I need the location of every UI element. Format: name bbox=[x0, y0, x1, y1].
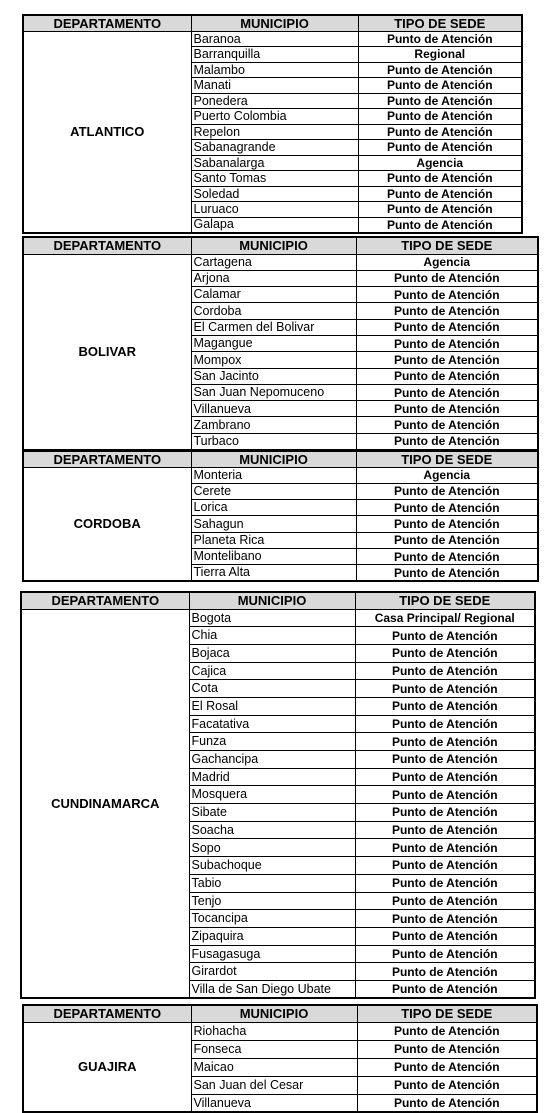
tipo-de-sede-cell: Casa Principal/ Regional bbox=[355, 609, 535, 627]
header-tipo-de-sede: TIPO DE SEDE bbox=[355, 592, 535, 609]
municipio-cell: El Carmen del Bolivar bbox=[191, 319, 356, 335]
tipo-de-sede-cell: Punto de Atención bbox=[355, 839, 535, 857]
municipio-cell: Santo Tomas bbox=[191, 171, 358, 187]
header-tipo-de-sede: TIPO DE SEDE bbox=[357, 1005, 537, 1022]
departamento-cell: CUNDINAMARCA bbox=[21, 609, 189, 998]
municipio-cell: Barranquilla bbox=[191, 47, 358, 63]
table-row bbox=[23, 467, 538, 483]
municipio-cell: Villa de San Diego Ubate bbox=[189, 980, 355, 998]
tipo-de-sede-cell: Punto de Atención bbox=[356, 319, 538, 335]
municipio-cell: Arjona bbox=[191, 270, 356, 286]
municipio-cell: Cartagena bbox=[191, 254, 356, 270]
section-guajira bbox=[22, 1004, 538, 1113]
municipio-cell: Luruaco bbox=[191, 202, 358, 218]
tipo-de-sede-cell: Punto de Atención bbox=[356, 500, 538, 516]
tipo-de-sede-cell: Punto de Atención bbox=[355, 945, 535, 963]
tipo-de-sede-cell: Punto de Atención bbox=[355, 751, 535, 769]
header-departamento: DEPARTAMENTO bbox=[23, 237, 191, 254]
tipo-de-sede-cell: Punto de Atención bbox=[355, 910, 535, 928]
section-cundinamarca bbox=[20, 591, 536, 999]
municipio-cell: Gachancipa bbox=[189, 751, 355, 769]
municipio-cell: San Juan Nepomuceno bbox=[191, 384, 356, 400]
tipo-de-sede-cell: Punto de Atención bbox=[358, 217, 522, 233]
departamento-cell: CORDOBA bbox=[23, 467, 191, 581]
tipo-de-sede-cell: Punto de Atención bbox=[358, 93, 522, 109]
municipio-cell: Turbaco bbox=[191, 433, 356, 449]
tipo-de-sede-cell: Punto de Atención bbox=[358, 171, 522, 187]
municipio-cell: Malambo bbox=[191, 62, 358, 78]
municipio-cell: Madrid bbox=[189, 768, 355, 786]
tipo-de-sede-cell: Punto de Atención bbox=[355, 963, 535, 981]
tipo-de-sede-cell: Punto de Atención bbox=[356, 565, 538, 581]
section-bolivar bbox=[22, 236, 539, 451]
header-departamento: DEPARTAMENTO bbox=[21, 592, 189, 609]
header-tipo-de-sede: TIPO DE SEDE bbox=[356, 237, 538, 254]
tipo-de-sede-cell: Regional bbox=[358, 47, 522, 63]
tipo-de-sede-cell: Punto de Atención bbox=[358, 109, 522, 125]
sede-table bbox=[22, 450, 539, 582]
table-row bbox=[21, 609, 535, 627]
tipo-de-sede-cell: Punto de Atención bbox=[355, 680, 535, 698]
municipio-cell: San Jacinto bbox=[191, 368, 356, 384]
municipio-cell: Cordoba bbox=[191, 303, 356, 319]
table-header-row bbox=[23, 451, 538, 467]
municipio-cell: Calamar bbox=[191, 287, 356, 303]
tipo-de-sede-cell: Punto de Atención bbox=[356, 532, 538, 548]
tipo-de-sede-cell: Punto de Atención bbox=[355, 733, 535, 751]
tipo-de-sede-cell: Punto de Atención bbox=[355, 980, 535, 998]
tipo-de-sede-cell: Agencia bbox=[358, 155, 522, 171]
municipio-cell: San Juan del Cesar bbox=[191, 1076, 357, 1094]
tipo-de-sede-cell: Punto de Atención bbox=[355, 697, 535, 715]
tipo-de-sede-cell: Punto de Atención bbox=[358, 31, 522, 47]
tipo-de-sede-cell: Punto de Atención bbox=[357, 1094, 537, 1112]
municipio-cell: Ponedera bbox=[191, 93, 358, 109]
tipo-de-sede-cell: Punto de Atención bbox=[358, 62, 522, 78]
departamento-cell: GUAJIRA bbox=[23, 1022, 191, 1112]
municipio-cell: Riohacha bbox=[191, 1022, 357, 1040]
municipio-cell: Facatativa bbox=[189, 715, 355, 733]
table-row bbox=[23, 254, 538, 270]
tipo-de-sede-cell: Punto de Atención bbox=[355, 644, 535, 662]
municipio-cell: El Rosal bbox=[189, 697, 355, 715]
municipio-cell: Girardot bbox=[189, 963, 355, 981]
tipo-de-sede-cell: Punto de Atención bbox=[355, 804, 535, 822]
header-tipo-de-sede: TIPO DE SEDE bbox=[356, 451, 538, 467]
tipo-de-sede-cell: Punto de Atención bbox=[357, 1058, 537, 1076]
tipo-de-sede-cell: Punto de Atención bbox=[358, 202, 522, 218]
municipio-cell: Bojaca bbox=[189, 644, 355, 662]
tipo-de-sede-cell: Punto de Atención bbox=[355, 786, 535, 804]
municipio-cell: Villanueva bbox=[191, 401, 356, 417]
municipio-cell: Lorica bbox=[191, 500, 356, 516]
sede-table bbox=[20, 591, 536, 999]
municipio-cell: Bogota bbox=[189, 609, 355, 627]
tipo-de-sede-cell: Punto de Atención bbox=[356, 401, 538, 417]
tipo-de-sede-cell: Punto de Atención bbox=[356, 548, 538, 564]
tipo-de-sede-cell: Punto de Atención bbox=[358, 186, 522, 202]
sede-table bbox=[22, 14, 523, 234]
municipio-cell: Repelon bbox=[191, 124, 358, 140]
municipio-cell: Mosquera bbox=[189, 786, 355, 804]
header-municipio: MUNICIPIO bbox=[191, 1005, 357, 1022]
tipo-de-sede-cell: Punto de Atención bbox=[355, 892, 535, 910]
header-municipio: MUNICIPIO bbox=[191, 15, 358, 31]
tipo-de-sede-cell: Punto de Atención bbox=[356, 516, 538, 532]
sede-table bbox=[22, 1004, 538, 1113]
tipo-de-sede-cell: Punto de Atención bbox=[355, 627, 535, 645]
section-atlantico bbox=[22, 14, 523, 234]
tipo-de-sede-cell: Punto de Atención bbox=[355, 874, 535, 892]
table-header-row bbox=[23, 1005, 537, 1022]
municipio-cell: Manati bbox=[191, 78, 358, 94]
table-row bbox=[23, 1022, 537, 1040]
municipio-cell: Monteria bbox=[191, 467, 356, 483]
municipio-cell: Soacha bbox=[189, 821, 355, 839]
municipio-cell: Chia bbox=[189, 627, 355, 645]
municipio-cell: Planeta Rica bbox=[191, 532, 356, 548]
tipo-de-sede-cell: Punto de Atención bbox=[356, 352, 538, 368]
tipo-de-sede-cell: Punto de Atención bbox=[357, 1076, 537, 1094]
tipo-de-sede-cell: Punto de Atención bbox=[356, 270, 538, 286]
tipo-de-sede-cell: Agencia bbox=[356, 254, 538, 270]
tipo-de-sede-cell: Punto de Atención bbox=[356, 335, 538, 351]
tipo-de-sede-cell: Punto de Atención bbox=[358, 140, 522, 156]
municipio-cell: Tierra Alta bbox=[191, 565, 356, 581]
tipo-de-sede-cell: Punto de Atención bbox=[355, 768, 535, 786]
municipio-cell: Subachoque bbox=[189, 857, 355, 875]
municipio-cell: Cajica bbox=[189, 662, 355, 680]
municipio-cell: Sahagun bbox=[191, 516, 356, 532]
municipio-cell: Tocancipa bbox=[189, 910, 355, 928]
municipio-cell: Puerto Colombia bbox=[191, 109, 358, 125]
header-departamento: DEPARTAMENTO bbox=[23, 1005, 191, 1022]
header-municipio: MUNICIPIO bbox=[191, 237, 356, 254]
municipio-cell: Montelibano bbox=[191, 548, 356, 564]
municipio-cell: Magangue bbox=[191, 335, 356, 351]
tipo-de-sede-cell: Punto de Atención bbox=[356, 287, 538, 303]
header-departamento: DEPARTAMENTO bbox=[23, 15, 191, 31]
municipio-cell: Mompox bbox=[191, 352, 356, 368]
sede-table bbox=[22, 236, 539, 451]
tipo-de-sede-cell: Punto de Atención bbox=[357, 1040, 537, 1058]
municipio-cell: Fonseca bbox=[191, 1040, 357, 1058]
header-departamento: DEPARTAMENTO bbox=[23, 451, 191, 467]
municipio-cell: Soledad bbox=[191, 186, 358, 202]
table-header-row bbox=[23, 15, 522, 31]
header-tipo-de-sede: TIPO DE SEDE bbox=[358, 15, 522, 31]
municipio-cell: Cota bbox=[189, 680, 355, 698]
municipio-cell: Sibate bbox=[189, 804, 355, 822]
table-row bbox=[23, 31, 522, 47]
municipio-cell: Sabanagrande bbox=[191, 140, 358, 156]
header-municipio: MUNICIPIO bbox=[191, 451, 356, 467]
tipo-de-sede-cell: Punto de Atención bbox=[356, 483, 538, 499]
tipo-de-sede-cell: Punto de Atención bbox=[356, 368, 538, 384]
municipio-cell: Tabio bbox=[189, 874, 355, 892]
tipo-de-sede-cell: Punto de Atención bbox=[355, 927, 535, 945]
tipo-de-sede-cell: Punto de Atención bbox=[355, 857, 535, 875]
municipio-cell: Funza bbox=[189, 733, 355, 751]
table-header-row bbox=[21, 592, 535, 609]
section-cordoba bbox=[22, 450, 539, 582]
municipio-cell: Cerete bbox=[191, 483, 356, 499]
departamento-cell: BOLIVAR bbox=[23, 254, 191, 450]
municipio-cell: Tenjo bbox=[189, 892, 355, 910]
municipio-cell: Sopo bbox=[189, 839, 355, 857]
table-header-row bbox=[23, 237, 538, 254]
tipo-de-sede-cell: Punto de Atención bbox=[358, 78, 522, 94]
tipo-de-sede-cell: Punto de Atención bbox=[355, 662, 535, 680]
municipio-cell: Zambrano bbox=[191, 417, 356, 433]
tipo-de-sede-cell: Punto de Atención bbox=[358, 124, 522, 140]
tipo-de-sede-cell: Punto de Atención bbox=[356, 384, 538, 400]
municipio-cell: Baranoa bbox=[191, 31, 358, 47]
municipio-cell: Zipaquira bbox=[189, 927, 355, 945]
tipo-de-sede-cell: Agencia bbox=[356, 467, 538, 483]
municipio-cell: Galapa bbox=[191, 217, 358, 233]
tipo-de-sede-cell: Punto de Atención bbox=[356, 417, 538, 433]
departamento-cell: ATLANTICO bbox=[23, 31, 191, 233]
tipo-de-sede-cell: Punto de Atención bbox=[356, 433, 538, 449]
municipio-cell: Fusagasuga bbox=[189, 945, 355, 963]
tipo-de-sede-cell: Punto de Atención bbox=[356, 303, 538, 319]
header-municipio: MUNICIPIO bbox=[189, 592, 355, 609]
tipo-de-sede-cell: Punto de Atención bbox=[357, 1022, 537, 1040]
tipo-de-sede-cell: Punto de Atención bbox=[355, 715, 535, 733]
municipio-cell: Sabanalarga bbox=[191, 155, 358, 171]
municipio-cell: Villanueva bbox=[191, 1094, 357, 1112]
tipo-de-sede-cell: Punto de Atención bbox=[355, 821, 535, 839]
municipio-cell: Maicao bbox=[191, 1058, 357, 1076]
